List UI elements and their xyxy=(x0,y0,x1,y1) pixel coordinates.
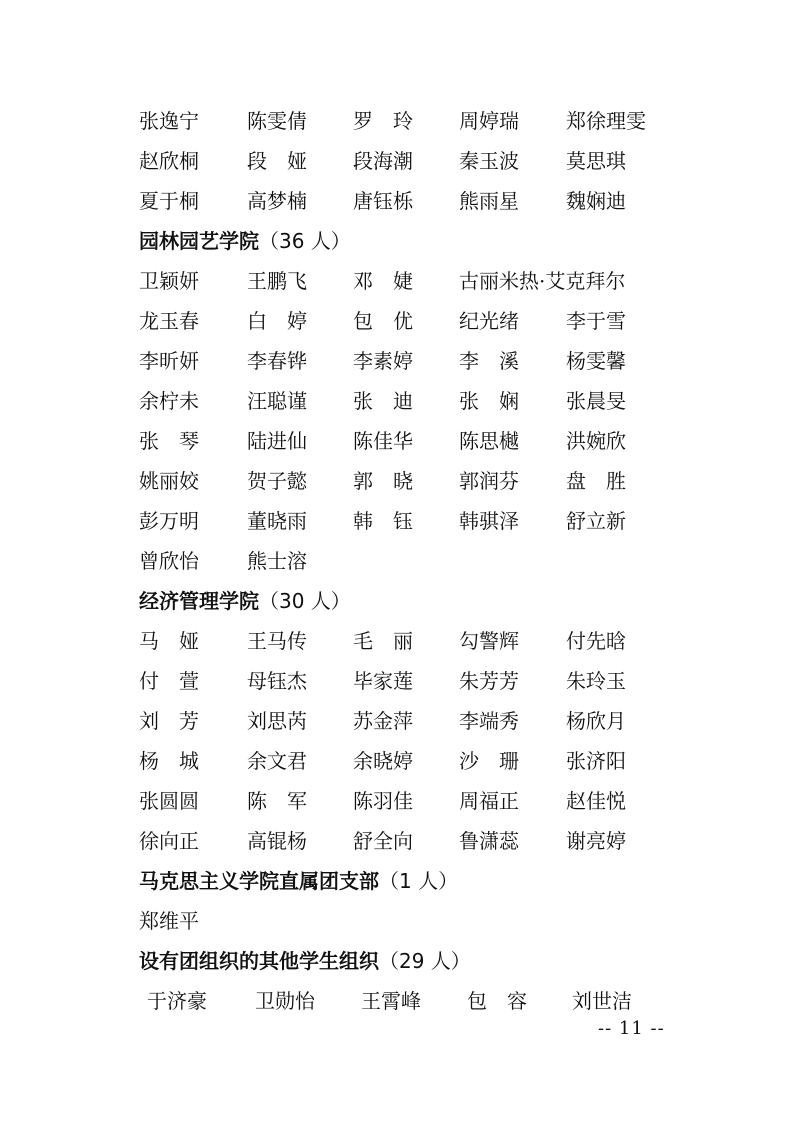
name-cell: 包 容 xyxy=(467,989,527,1013)
name-cell: 熊雨星 xyxy=(459,189,519,213)
name-cell: 李昕妍 xyxy=(139,349,199,373)
name-cell: 朱玲玉 xyxy=(566,669,626,693)
name-cell: 朱芳芳 xyxy=(459,669,519,693)
name-cell: 王霄峰 xyxy=(361,989,421,1013)
name-cell: 陈雯倩 xyxy=(247,109,307,133)
name-cell: 张 迪 xyxy=(353,389,413,413)
name-row xyxy=(139,181,719,221)
name-row xyxy=(139,821,719,861)
name-cell: 张逸宁 xyxy=(139,109,199,133)
name-cell: 刘世洁 xyxy=(572,989,632,1013)
name-cell: 姚丽姣 xyxy=(139,469,199,493)
name-cell: 杨 城 xyxy=(139,749,199,773)
name-cell: 于济豪 xyxy=(147,989,207,1013)
name-cell: 陈 军 xyxy=(247,789,307,813)
section-heading xyxy=(139,861,719,901)
name-cell: 李春铧 xyxy=(247,349,307,373)
name-cell: 余文君 xyxy=(247,749,307,773)
name-row xyxy=(139,541,719,581)
name-cell: 汪聪谨 xyxy=(247,389,307,413)
name-cell: 白 婷 xyxy=(247,309,307,333)
name-cell: 鲁潇蕊 xyxy=(459,829,519,853)
name-cell: 韩 钰 xyxy=(353,509,413,533)
name-row xyxy=(139,901,719,941)
name-cell: 郑维平 xyxy=(139,909,199,933)
name-row xyxy=(147,981,719,1021)
name-cell: 舒立新 xyxy=(566,509,626,533)
name-cell: 李素婷 xyxy=(353,349,413,373)
name-cell: 邓 婕 xyxy=(353,269,413,293)
name-cell: 勾警辉 xyxy=(459,629,519,653)
name-cell: 段海潮 xyxy=(353,149,413,173)
section-count: （30 人） xyxy=(259,589,351,613)
name-cell: 赵佳悦 xyxy=(566,789,626,813)
name-cell: 王马传 xyxy=(247,629,307,653)
name-cell: 郑徐理雯 xyxy=(566,109,646,133)
name-list xyxy=(139,101,719,1021)
name-cell: 舒全向 xyxy=(353,829,413,853)
name-cell: 周婷瑞 xyxy=(459,109,519,133)
name-cell: 卫勋怡 xyxy=(255,989,315,1013)
name-cell: 余柠未 xyxy=(139,389,199,413)
name-row xyxy=(139,741,719,781)
name-cell: 刘 芳 xyxy=(139,709,199,733)
name-cell: 纪光绪 xyxy=(459,309,519,333)
name-cell: 陈思樾 xyxy=(459,429,519,453)
name-cell: 徐向正 xyxy=(139,829,199,853)
name-cell: 谢亮婷 xyxy=(566,829,626,853)
name-cell: 高锟杨 xyxy=(247,829,307,853)
name-cell: 陈佳华 xyxy=(353,429,413,453)
name-cell: 付 萱 xyxy=(139,669,199,693)
name-cell: 董晓雨 xyxy=(247,509,307,533)
name-row xyxy=(139,261,719,301)
name-row xyxy=(139,621,719,661)
name-cell: 秦玉波 xyxy=(459,149,519,173)
name-row xyxy=(139,341,719,381)
name-row xyxy=(139,661,719,701)
name-cell: 赵欣桐 xyxy=(139,149,199,173)
name-cell: 张 娴 xyxy=(459,389,519,413)
name-cell: 苏金萍 xyxy=(353,709,413,733)
name-cell: 付先晗 xyxy=(566,629,626,653)
section-heading xyxy=(139,941,719,981)
name-cell: 熊士溶 xyxy=(247,549,307,573)
name-cell: 魏娴迪 xyxy=(566,189,626,213)
name-cell: 高梦楠 xyxy=(247,189,307,213)
name-cell: 陆进仙 xyxy=(247,429,307,453)
name-cell: 母钰杰 xyxy=(247,669,307,693)
section-heading xyxy=(139,581,719,621)
section-title: 园林园艺学院 xyxy=(139,229,259,253)
section-title: 经济管理学院 xyxy=(139,589,259,613)
name-cell: 刘思芮 xyxy=(247,709,307,733)
name-cell: 包 优 xyxy=(353,309,413,333)
name-row xyxy=(139,701,719,741)
name-row xyxy=(139,421,719,461)
name-cell: 沙 珊 xyxy=(459,749,519,773)
section-title: 设有团组织的其他学生组织 xyxy=(139,949,379,973)
name-cell: 盘 胜 xyxy=(566,469,626,493)
name-cell: 莫思琪 xyxy=(566,149,626,173)
section-count: （36 人） xyxy=(259,229,351,253)
section-count: （1 人） xyxy=(379,869,459,893)
name-cell: 张济阳 xyxy=(566,749,626,773)
name-cell: 曾欣怡 xyxy=(139,549,199,573)
name-cell: 杨雯馨 xyxy=(566,349,626,373)
name-cell: 张晨旻 xyxy=(566,389,626,413)
page-number: -- 11 -- xyxy=(598,1018,665,1039)
name-cell: 彭万明 xyxy=(139,509,199,533)
name-cell: 王鹏飞 xyxy=(247,269,307,293)
name-cell: 余晓婷 xyxy=(353,749,413,773)
name-cell: 古丽米热·艾克拜尔 xyxy=(459,269,626,293)
name-cell: 陈羽佳 xyxy=(353,789,413,813)
name-cell: 郭润芬 xyxy=(459,469,519,493)
name-cell: 段 娅 xyxy=(247,149,307,173)
name-cell: 夏于桐 xyxy=(139,189,199,213)
name-cell: 龙玉春 xyxy=(139,309,199,333)
name-cell: 李于雪 xyxy=(566,309,626,333)
name-cell: 毕家莲 xyxy=(353,669,413,693)
name-cell: 张圆圆 xyxy=(139,789,199,813)
section-count: （29 人） xyxy=(379,949,471,973)
name-row xyxy=(139,101,719,141)
name-row xyxy=(139,141,719,181)
name-row xyxy=(139,381,719,421)
name-cell: 罗 玲 xyxy=(353,109,413,133)
name-cell: 郭 晓 xyxy=(353,469,413,493)
name-cell: 李端秀 xyxy=(459,709,519,733)
name-cell: 唐钰栎 xyxy=(353,189,413,213)
name-cell: 贺子懿 xyxy=(247,469,307,493)
name-cell: 周福正 xyxy=(459,789,519,813)
section-title: 马克思主义学院直属团支部 xyxy=(139,869,379,893)
name-cell: 马 娅 xyxy=(139,629,199,653)
name-row xyxy=(139,461,719,501)
name-cell: 杨欣月 xyxy=(566,709,626,733)
name-cell: 韩骐泽 xyxy=(459,509,519,533)
section-heading xyxy=(139,221,719,261)
name-row xyxy=(139,301,719,341)
name-cell: 卫颖妍 xyxy=(139,269,199,293)
name-cell: 李 溪 xyxy=(459,349,519,373)
name-row xyxy=(139,501,719,541)
name-cell: 洪婉欣 xyxy=(566,429,626,453)
name-cell: 张 琴 xyxy=(139,429,199,453)
name-row xyxy=(139,781,719,821)
name-cell: 毛 丽 xyxy=(353,629,413,653)
